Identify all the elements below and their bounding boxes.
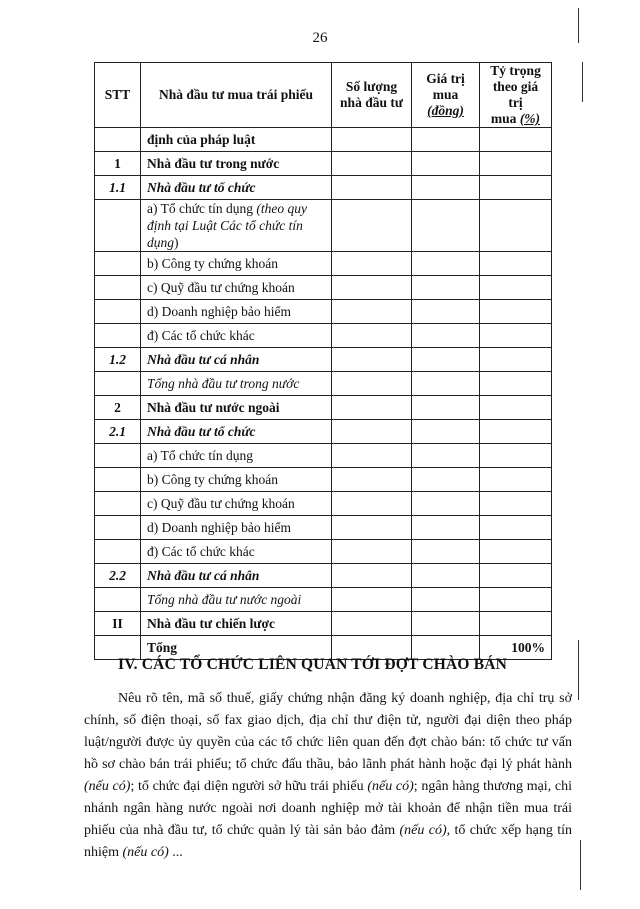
row-label: d) Doanh nghiệp bảo hiểm xyxy=(141,516,332,540)
row-value-cell xyxy=(412,540,480,564)
row-ratio-cell xyxy=(480,396,552,420)
row-stt xyxy=(95,252,141,276)
table-row xyxy=(95,300,552,324)
row-label: Tổng nhà đầu tư nước ngoài xyxy=(141,588,332,612)
table-row xyxy=(95,564,552,588)
row-stt xyxy=(95,372,141,396)
row-count-cell xyxy=(332,588,412,612)
paragraph-segment: ... xyxy=(168,845,183,860)
row-value-cell xyxy=(412,372,480,396)
scan-edge-mark xyxy=(578,640,579,700)
table-header-row xyxy=(95,63,552,128)
row-stt xyxy=(95,468,141,492)
row-value-cell xyxy=(412,444,480,468)
row-label-part: ) xyxy=(174,235,179,250)
row-ratio-cell xyxy=(480,348,552,372)
row-value-cell xyxy=(412,612,480,636)
row-count-cell xyxy=(332,564,412,588)
table-row xyxy=(95,516,552,540)
row-label: b) Công ty chứng khoán xyxy=(141,468,332,492)
row-stt xyxy=(95,300,141,324)
table-row xyxy=(95,348,552,372)
row-value-cell xyxy=(412,516,480,540)
row-label: đ) Các tổ chức khác xyxy=(141,324,332,348)
header-stt: STT xyxy=(95,63,141,128)
row-label: b) Công ty chứng khoán xyxy=(141,252,332,276)
row-count-cell xyxy=(332,152,412,176)
row-count-cell xyxy=(332,540,412,564)
row-value-cell xyxy=(412,492,480,516)
table-body xyxy=(95,128,552,660)
row-count-cell xyxy=(332,396,412,420)
table-row xyxy=(95,252,552,276)
header-ratio-line2: theo giá trị xyxy=(492,79,539,110)
row-stt: II xyxy=(95,612,141,636)
row-label-part: (theo quy định tại Luật Các tổ chức tín dụng xyxy=(147,201,308,250)
row-stt xyxy=(95,444,141,468)
row-ratio-cell xyxy=(480,300,552,324)
row-stt: 1 xyxy=(95,152,141,176)
row-value-cell xyxy=(412,396,480,420)
row-count-cell xyxy=(332,612,412,636)
row-ratio-cell xyxy=(480,444,552,468)
header-ratio-unit: (%) xyxy=(519,111,541,126)
table-row xyxy=(95,612,552,636)
row-value-cell xyxy=(412,564,480,588)
row-stt xyxy=(95,128,141,152)
row-ratio-cell xyxy=(480,176,552,200)
table-row xyxy=(95,276,552,300)
row-count-cell xyxy=(332,276,412,300)
table-row xyxy=(95,420,552,444)
header-ratio-line3: mua xyxy=(490,111,517,126)
row-value-cell xyxy=(412,324,480,348)
row-label: c) Quỹ đầu tư chứng khoán xyxy=(141,492,332,516)
row-label xyxy=(141,200,332,252)
scan-edge-mark xyxy=(578,8,579,43)
row-count-cell xyxy=(332,372,412,396)
row-count-cell xyxy=(332,324,412,348)
row-value-cell xyxy=(412,348,480,372)
header-investor-count xyxy=(332,63,412,128)
row-ratio-cell xyxy=(480,252,552,276)
header-count-line2: nhà đầu tư xyxy=(340,95,403,110)
table-row xyxy=(95,588,552,612)
row-value-cell xyxy=(412,200,480,252)
table-row xyxy=(95,152,552,176)
row-ratio-cell xyxy=(480,276,552,300)
header-count-line1: Số lượng xyxy=(345,79,398,94)
row-count-cell xyxy=(332,300,412,324)
row-ratio-cell xyxy=(480,324,552,348)
row-stt xyxy=(95,516,141,540)
table-row xyxy=(95,372,552,396)
row-value-cell xyxy=(412,176,480,200)
paragraph-segment: (nếu có) xyxy=(84,779,131,794)
paragraph-segment: Nêu rõ tên, mã số thuế, giấy chứng nhận đăng ký doanh nghiệp, địa chỉ trụ sở chính, số điện thoại, số fax giao dịch, địa chỉ thư điện tử, người đại diện theo pháp luật/người được ủy quyền của các tổ chức liên quan đến đợt chào bán: tổ chức tư vấn hồ sơ chào bán trái phiếu; tổ chức đấu thầu, bảo lãnh phát hành hoặc đại lý phát hành xyxy=(84,691,572,772)
row-value-cell xyxy=(412,152,480,176)
table-row xyxy=(95,468,552,492)
table-row xyxy=(95,200,552,252)
section-paragraph xyxy=(84,688,572,864)
row-value-cell xyxy=(412,300,480,324)
row-ratio-cell xyxy=(480,588,552,612)
row-label: Nhà đầu tư nước ngoài xyxy=(141,396,332,420)
table-row xyxy=(95,492,552,516)
row-label: c) Quỹ đầu tư chứng khoán xyxy=(141,276,332,300)
paragraph-segment: (nếu có) xyxy=(399,823,447,838)
header-value-line1: Giá trị xyxy=(426,71,465,86)
row-value-cell xyxy=(412,420,480,444)
header-ratio xyxy=(480,63,552,128)
row-stt xyxy=(95,492,141,516)
table-row xyxy=(95,324,552,348)
row-count-cell xyxy=(332,252,412,276)
row-label: Nhà đầu tư trong nước xyxy=(141,152,332,176)
paragraph-segment: ; ngân hàng thương mại, chi nhánh ngân hàng nước ngoài nơi doanh nghiệp mở tài khoản để nhận tiền mua trái phiếu của nhà đầu tư, tổ chức quản lý tài sản bảo đảm xyxy=(84,779,572,838)
investor-table xyxy=(94,62,552,660)
section-title: IV. CÁC TỔ CHỨC LIÊN QUAN TỚI ĐỢT CHÀO BÁN xyxy=(118,656,508,673)
row-label-part: a) Tổ chức tín dụng xyxy=(147,201,257,216)
row-ratio-cell xyxy=(480,612,552,636)
header-value-unit: (đồng) xyxy=(427,103,464,118)
scan-edge-mark xyxy=(582,62,583,102)
row-count-cell xyxy=(332,128,412,152)
paragraph-segment: (nếu có) xyxy=(122,845,169,860)
row-count-cell xyxy=(332,200,412,252)
row-stt: 1.2 xyxy=(95,348,141,372)
scan-edge-mark xyxy=(580,840,581,890)
table-row xyxy=(95,444,552,468)
paragraph-segment: (nếu có) xyxy=(367,779,414,794)
row-label: Nhà đầu tư tổ chức xyxy=(141,176,332,200)
row-label: Nhà đầu tư tổ chức xyxy=(141,420,332,444)
row-stt xyxy=(95,276,141,300)
row-value-cell xyxy=(412,276,480,300)
row-stt xyxy=(95,588,141,612)
row-label: đ) Các tổ chức khác xyxy=(141,540,332,564)
row-count-cell xyxy=(332,176,412,200)
row-value-cell xyxy=(412,588,480,612)
row-label: Nhà đầu tư cá nhân xyxy=(141,348,332,372)
row-label: định của pháp luật xyxy=(141,128,332,152)
row-label: Tổng xyxy=(141,636,332,660)
row-label: d) Doanh nghiệp bảo hiểm xyxy=(141,300,332,324)
page-number: 26 xyxy=(312,30,328,46)
row-count-cell xyxy=(332,348,412,372)
row-count-cell xyxy=(332,516,412,540)
table-row xyxy=(95,128,552,152)
header-investor: Nhà đầu tư mua trái phiếu xyxy=(141,63,332,128)
row-count-cell xyxy=(332,468,412,492)
row-ratio-cell xyxy=(480,516,552,540)
row-label: a) Tổ chức tín dụng xyxy=(141,444,332,468)
row-stt xyxy=(95,540,141,564)
row-ratio-cell xyxy=(480,200,552,252)
paragraph-segment: ; tổ chức đại diện người sở hữu trái phiếu xyxy=(130,779,368,794)
row-label: Nhà đầu tư chiến lược xyxy=(141,612,332,636)
row-stt: 2 xyxy=(95,396,141,420)
row-stt xyxy=(95,200,141,252)
row-label: Tổng nhà đầu tư trong nước xyxy=(141,372,332,396)
table-row xyxy=(95,176,552,200)
paragraph-segment: , tổ chức xếp hạng tín nhiệm xyxy=(84,823,572,860)
row-stt: 2.1 xyxy=(95,420,141,444)
table-row xyxy=(95,396,552,420)
row-count-cell xyxy=(332,444,412,468)
row-stt xyxy=(95,324,141,348)
row-stt: 1.1 xyxy=(95,176,141,200)
row-value-cell xyxy=(412,468,480,492)
row-label: Nhà đầu tư cá nhân xyxy=(141,564,332,588)
row-count-cell xyxy=(332,420,412,444)
row-value-cell xyxy=(412,252,480,276)
row-ratio-cell xyxy=(480,492,552,516)
row-ratio-cell xyxy=(480,128,552,152)
row-value-cell xyxy=(412,128,480,152)
row-ratio-cell: 100% xyxy=(480,636,552,660)
header-purchase-value xyxy=(412,63,480,128)
row-ratio-cell xyxy=(480,540,552,564)
row-ratio-cell xyxy=(480,152,552,176)
header-value-line2: mua xyxy=(432,87,459,102)
row-ratio-cell xyxy=(480,372,552,396)
row-ratio-cell xyxy=(480,564,552,588)
row-count-cell xyxy=(332,492,412,516)
header-ratio-line1: Tỷ trọng xyxy=(490,63,541,78)
table-row xyxy=(95,540,552,564)
row-ratio-cell xyxy=(480,420,552,444)
row-stt: 2.2 xyxy=(95,564,141,588)
row-ratio-cell xyxy=(480,468,552,492)
